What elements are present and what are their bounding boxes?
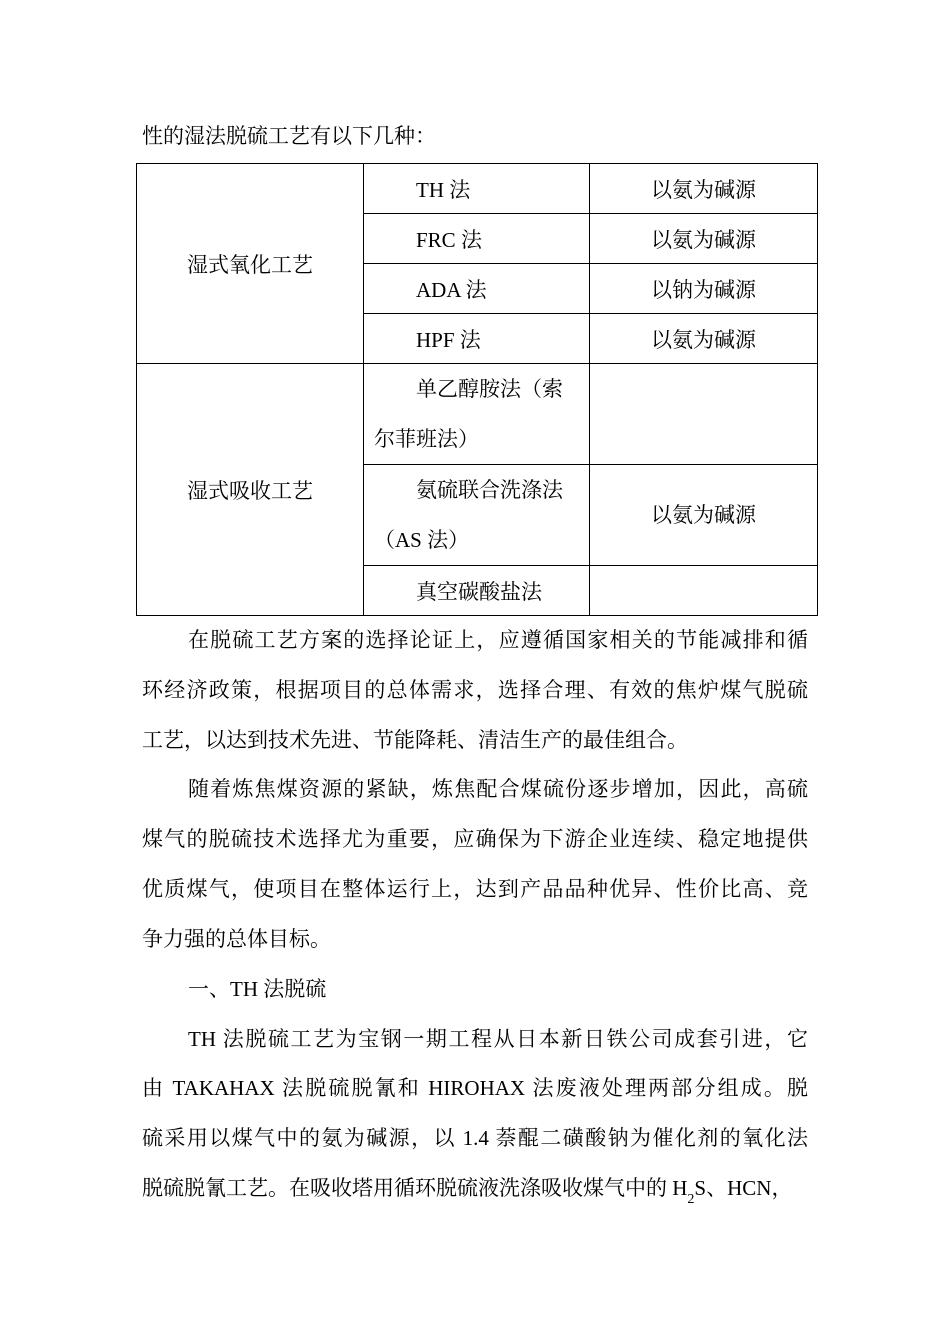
method-cell: TH 法 xyxy=(364,164,590,214)
category-cell: 湿式吸收工艺 xyxy=(137,364,364,616)
table-row xyxy=(137,164,818,214)
paragraph-line: 工艺，以达到技术先进、节能降耗、清洁生产的最佳组合。 xyxy=(142,728,688,752)
method-text-line: （AS 法） xyxy=(374,528,470,552)
alkali-source-cell xyxy=(590,465,818,566)
paragraph-line: 优质煤气，使项目在整体运行上，达到产品品种优异、性价比高、竞 xyxy=(142,877,808,901)
table-row xyxy=(137,364,818,465)
subscript-text: 2 xyxy=(687,1192,695,1207)
desulfurization-methods-table xyxy=(136,163,818,616)
category-cell: 湿式氧化工艺 xyxy=(137,164,364,364)
paragraph-line: 煤气的脱硫技术选择尤为重要，应确保为下游企业连续、稳定地提供 xyxy=(142,827,808,851)
alkali-source-cell: 以氨为碱源 xyxy=(590,214,818,264)
paragraph-line: 硫采用以煤气中的氨为碱源，以 1.4 萘醌二磺酸钠为催化剂的氧化法 xyxy=(142,1126,808,1150)
method-cell xyxy=(364,465,590,566)
method-cell xyxy=(364,364,590,465)
method-cell: 真空碳酸盐法 xyxy=(364,566,590,616)
paragraph-line: 由 TAKAHAX 法脱硫脱氰和 HIROHAX 法废液处理两部分组成。脱 xyxy=(142,1076,808,1100)
alkali-source-cell: 以钠为碱源 xyxy=(590,264,818,314)
paragraph-line: 在脱硫工艺方案的选择论证上，应遵循国家相关的节能减排和循 xyxy=(188,628,808,652)
alkali-source-cell xyxy=(590,566,818,616)
method-text-line: 氨硫联合洗涤法 xyxy=(416,478,563,502)
alkali-source-text: 以氨为碱源 xyxy=(651,503,756,527)
paragraph-line: TH 法脱硫工艺为宝钢一期工程从日本新日铁公司成套引进，它 xyxy=(188,1027,808,1051)
paragraph-line: 环经济政策，根据项目的总体需求，选择合理、有效的焦炉煤气脱硫 xyxy=(142,678,808,702)
section-heading: 一、TH 法脱硫 xyxy=(188,977,327,1001)
method-cell: ADA 法 xyxy=(364,264,590,314)
method-text-line: 尔菲班法） xyxy=(374,427,479,451)
paragraph-line xyxy=(142,1174,808,1207)
method-cell: HPF 法 xyxy=(364,314,590,364)
paragraph-line: 随着炼焦煤资源的紧缺，炼焦配合煤硫份逐步增加，因此，高硫 xyxy=(188,777,808,801)
method-cell: FRC 法 xyxy=(364,214,590,264)
alkali-source-cell xyxy=(590,364,818,465)
paragraph-line: 争力强的总体目标。 xyxy=(142,927,331,951)
alkali-source-cell: 以氨为碱源 xyxy=(590,164,818,214)
paragraph-text: S、HCN， xyxy=(694,1176,793,1200)
alkali-source-cell: 以氨为碱源 xyxy=(590,314,818,364)
intro-line: 性的湿法脱硫工艺有以下几种： xyxy=(142,124,436,148)
paragraph-text: 脱硫脱氰工艺。在吸收塔用循环脱硫液洗涤吸收煤气中的 H xyxy=(142,1176,688,1200)
method-text-line: 单乙醇胺法（索 xyxy=(416,377,563,401)
